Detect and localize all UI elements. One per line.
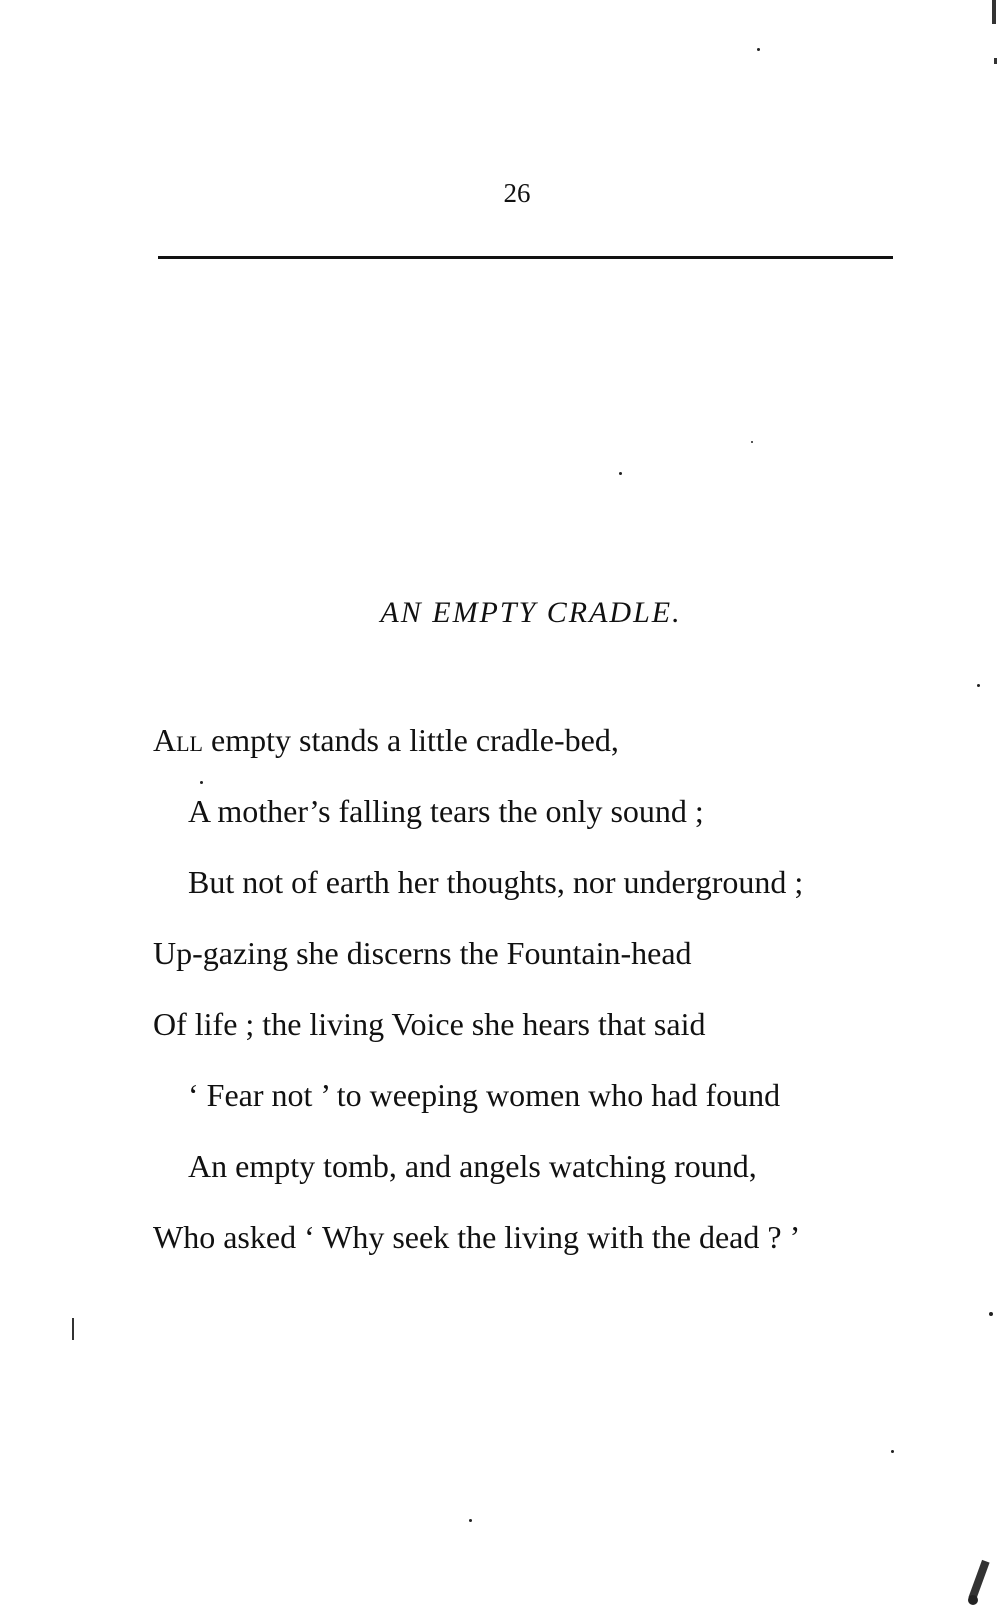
scan-speck [469,1519,472,1522]
poem-line-1 [153,720,619,760]
margin-mark [72,1318,74,1340]
scan-speck [891,1450,894,1453]
poem-line-6: ‘ Fear not ’ to weeping women who had found [188,1077,781,1113]
scan-speck [989,1312,993,1316]
margin-mark [992,0,996,24]
header-rule [158,256,893,259]
page-number: 26 [503,178,531,208]
poem-line-2: A mother’s falling tears the only sound ; [188,793,704,829]
poem-line-5: Of life ; the living Voice she hears that said [153,1006,706,1042]
scan-speck [977,684,980,687]
scan-speck [757,48,760,51]
poem-line-1-rest: empty stands a little cradle-bed, [203,722,619,758]
scan-speck [751,441,753,443]
margin-mark [994,58,997,64]
poem-title: AN EMPTY CRADLE. [380,596,682,629]
scan-speck [619,472,622,475]
poem-line-4: Up-gazing she discerns the Fountain-head [153,935,692,971]
poem-line-3: But not of earth her thoughts, nor underground ; [188,864,804,900]
poem-line-1-first-word: All [153,722,203,758]
scan-speck [200,781,203,784]
poem-line-8: Who asked ‘ Why seek the living with the dead ? ’ [153,1219,801,1255]
ink-blot [968,1595,978,1605]
poem-line-7: An empty tomb, and angels watching round, [188,1148,757,1184]
